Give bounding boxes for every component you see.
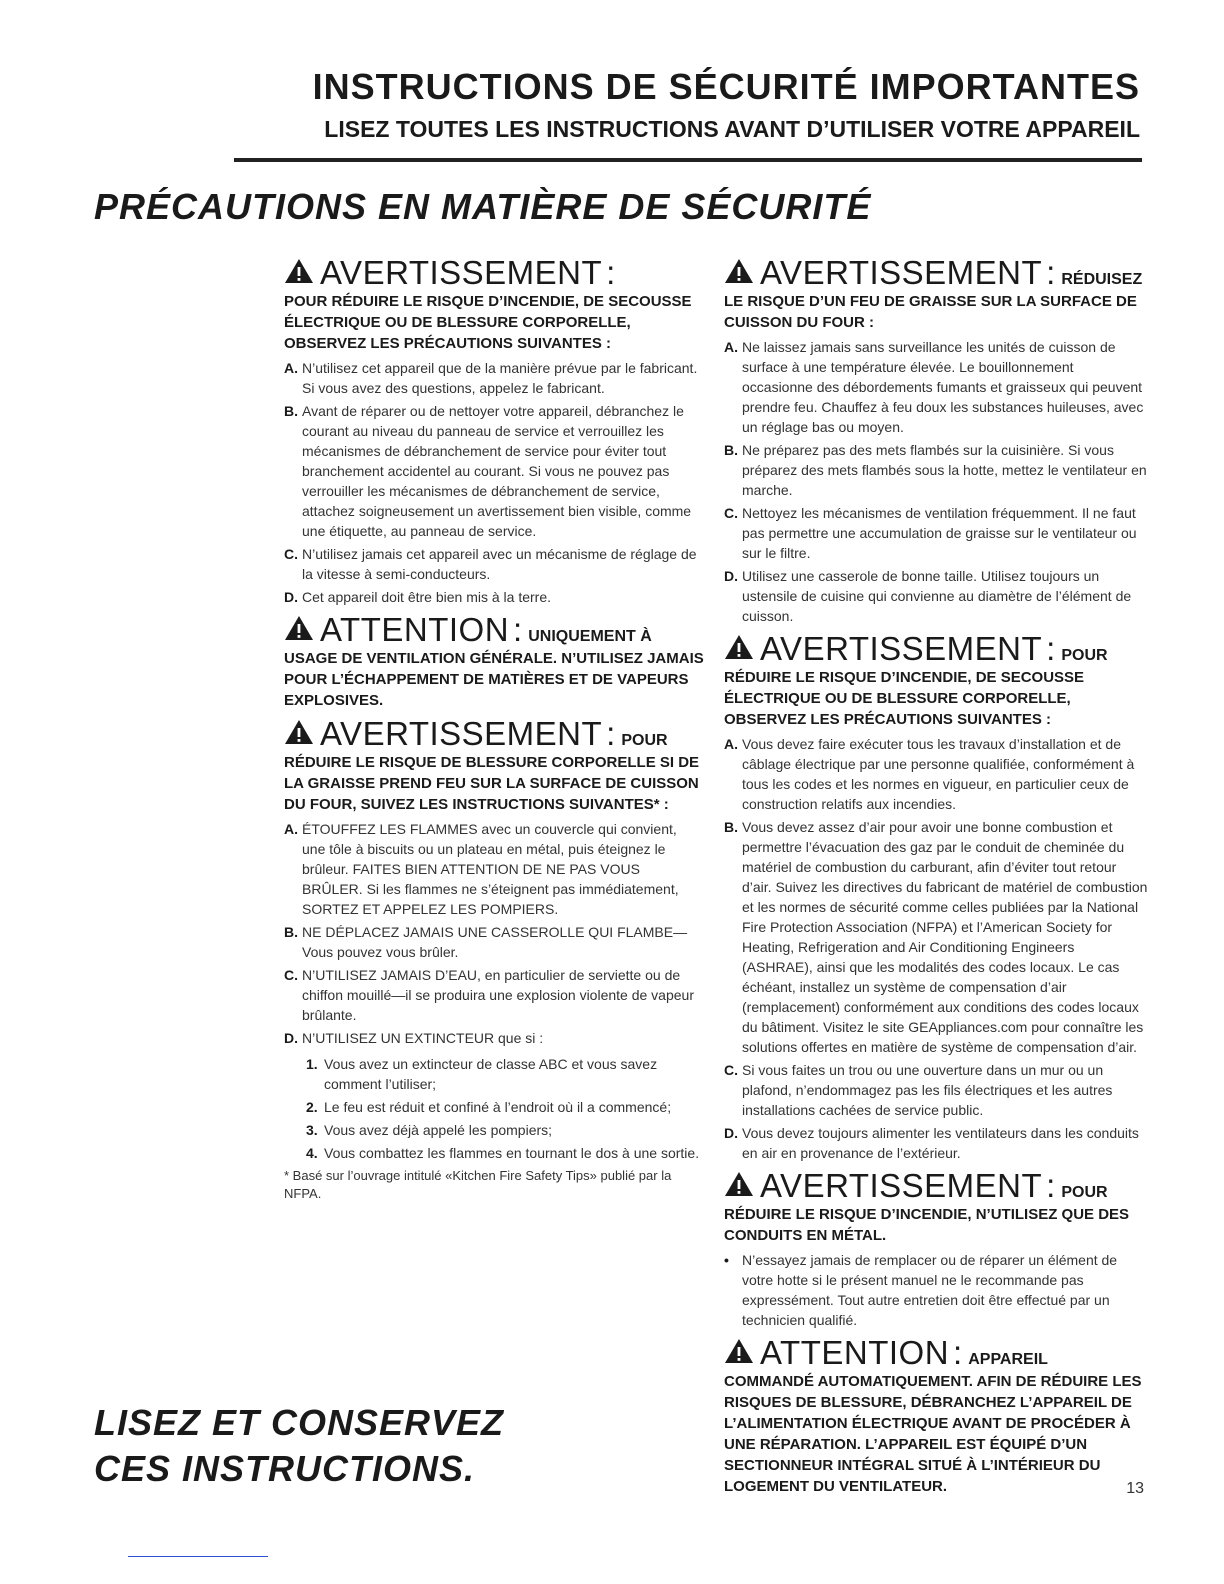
warning-lead: POUR	[1061, 1184, 1108, 1201]
section-title: PRÉCAUTIONS EN MATIÈRE DE SÉCURITÉ	[94, 186, 872, 227]
warning-text: RÉDUIRE LE RISQUE DE BLESSURE CORPORELLE SI DE LA GRAISSE PREND FEU SUR LA SURFACE DE CUISSON DU FOUR, SUIVEZ LES INSTRUCTIONS SUIVANTES* :	[284, 754, 700, 813]
list-marker: C.	[284, 546, 298, 562]
attention-word: ATTENTION	[760, 1334, 950, 1371]
warning-triangle-icon	[284, 615, 314, 641]
warning-block-installation	[724, 632, 1148, 1163]
warning-text: RÉDUIRE LE RISQUE D’INCENDIE, DE SECOUSSE ÉLECTRIQUE OU DE BLESSURE CORPORELLE, OBSERVEZ LES PRÉCAUTIONS SUIVANTES :	[724, 669, 1085, 728]
footer-line-1: LISEZ ET CONSERVEZ	[94, 1402, 505, 1443]
list-marker: D.	[724, 568, 738, 584]
attention-block-automatic	[724, 1336, 1148, 1497]
warning-word: AVERTISSEMENT	[320, 254, 603, 291]
list-text: Avant de réparer ou de nettoyer votre appareil, débranchez le courant au niveau du panneau de service et verrouillez les mécanismes de débranchement de service pour éviter tout branchement accidentel au courant. Si vous ne pouvez pas verrouiller les mécanismes de débranchement de service, attachez soigneusement un avertissement bien visible, comme une étiquette, au panneau de service.	[302, 403, 692, 539]
list-item	[724, 440, 1148, 500]
footer-line-2: CES INSTRUCTIONS.	[94, 1448, 476, 1489]
list-item	[724, 1060, 1148, 1120]
attention-text: COMMANDÉ AUTOMATIQUEMENT. AFIN DE RÉDUIRE LES RISQUES DE BLESSURE, DÉBRANCHEZ L’APPAREIL DE L’ALIMENTATION ÉLECTRIQUE AVANT DE PROCÉDER À UNE RÉPARATION. L’APPAREIL EST ÉQUIPÉ D’UN SECTIONNEUR INTÉGRAL SITUÉ À L’INTÉRIEUR DU LOGEMENT DU VENTILATEUR.	[724, 1373, 1142, 1495]
warning-lead: POUR	[1061, 647, 1108, 664]
list-text: Vous combattez les flammes en tournant le dos à une sortie.	[324, 1145, 700, 1161]
list-marker: 4.	[306, 1145, 318, 1161]
warning-word: AVERTISSEMENT	[320, 715, 603, 752]
list-item	[724, 337, 1148, 437]
list-text: Vous devez toujours alimenter les ventilateurs dans les conduits en air en provenance de l’extérieur.	[742, 1125, 1139, 1161]
warning-list	[724, 734, 1148, 1163]
header-rule	[234, 158, 1142, 162]
list-marker: C.	[724, 505, 738, 521]
warning-text: RÉDUIRE LE RISQUE D’INCENDIE, N’UTILISEZ QUE DES CONDUITS EN MÉTAL.	[724, 1206, 1130, 1244]
list-text: Le feu est réduit et confiné à l’endroit où il a commencé;	[324, 1099, 672, 1115]
warning-triangle-icon	[724, 634, 754, 660]
list-item	[306, 1097, 704, 1117]
list-text: NE DÉPLACEZ JAMAIS UNE CASSEROLLE QUI FLAMBE—Vous pouvez vous brûler.	[302, 924, 688, 960]
list-marker: 2.	[306, 1099, 318, 1115]
left-column	[284, 256, 704, 1209]
list-marker: B.	[284, 924, 298, 940]
list-marker: A.	[284, 360, 298, 376]
list-item	[306, 1120, 704, 1140]
warning-list	[284, 819, 704, 1048]
list-marker: 1.	[306, 1056, 318, 1072]
attention-text: USAGE DE VENTILATION GÉNÉRALE. N’UTILISEZ JAMAIS POUR L’ÉCHAPPEMENT DE MATIÈRES ET DE VAPEURS EXPLOSIVES.	[284, 650, 704, 709]
list-item	[306, 1143, 704, 1163]
list-item	[284, 819, 704, 919]
warning-word: AVERTISSEMENT	[760, 1167, 1043, 1204]
warning-list	[724, 1250, 1148, 1330]
list-marker: A.	[724, 736, 738, 752]
extinguisher-conditions-list	[306, 1054, 704, 1163]
list-text: N’UTILISEZ UN EXTINCTEUR que si :	[302, 1030, 544, 1046]
warning-word: AVERTISSEMENT	[760, 630, 1043, 667]
list-text: Vous avez un extincteur de classe ABC et vous savez comment l’utiliser;	[324, 1056, 658, 1092]
warning-triangle-icon	[724, 1338, 754, 1364]
page-number: 13	[1126, 1480, 1144, 1497]
warning-block-grease	[724, 256, 1148, 626]
warning-lead: RÉDUISEZ	[1061, 271, 1143, 288]
warning-colon: :	[606, 254, 616, 291]
list-text: N’essayez jamais de remplacer ou de réparer un élément de votre hotte si le présent manuel ne le recommande pas expressément. Tout autre entretien doit être effectué par un technicien qualifié.	[742, 1252, 1118, 1328]
footer-rule	[128, 1556, 268, 1557]
list-text: N’UTILISEZ JAMAIS D’EAU, en particulier de serviette ou de chiffon mouillé—il se produira une explosion violente de vapeur brûlante.	[302, 967, 694, 1023]
list-text: Nettoyez les mécanismes de ventilation fréquemment. Il ne faut pas permettre une accumulation de graisse sur le ventilateur ou sur le filtre.	[742, 505, 1137, 561]
list-marker: C.	[284, 967, 298, 983]
list-item	[724, 1250, 1148, 1330]
attention-lead: APPAREIL	[968, 1351, 1048, 1368]
warning-block-fire-shock	[284, 256, 704, 607]
warning-heading	[724, 632, 1148, 665]
list-item	[284, 544, 704, 584]
list-item	[284, 922, 704, 962]
list-item	[724, 817, 1148, 1057]
warning-colon: :	[953, 1334, 963, 1371]
list-text: Ne préparez pas des mets flambés sur la cuisinière. Si vous préparez des mets flambés sous la hotte, mettez le ventilateur en marche.	[742, 442, 1147, 498]
list-text: ÉTOUFFEZ LES FLAMMES avec un couvercle qui convient, une tôle à biscuits ou un plateau en métal, puis éteignez le brûleur. FAITES BIEN ATTENTION DE NE PAS VOUS BRÛLER. Si les flammes ne s’éteignent pas immédiatement, SORTEZ ET APPELEZ LES POMPIERS.	[302, 821, 679, 917]
warning-heading	[284, 717, 704, 750]
warning-text: POUR RÉDUIRE LE RISQUE D’INCENDIE, DE SECOUSSE ÉLECTRIQUE OU DE BLESSURE CORPORELLE, OBSERVEZ LES PRÉCAUTIONS SUIVANTES :	[284, 293, 692, 352]
list-text: Si vous faites un trou ou une ouverture dans un mur ou un plafond, n’endommagez pas les fils électriques et les autres installations cachées de service public.	[742, 1062, 1113, 1118]
list-text: Vous avez déjà appelé les pompiers;	[324, 1122, 553, 1138]
list-text: N’utilisez jamais cet appareil avec un mécanisme de réglage de la vitesse à semi-conducteurs.	[302, 546, 697, 582]
attention-heading	[284, 613, 704, 646]
warning-heading	[724, 256, 1148, 289]
list-marker: D.	[284, 589, 298, 605]
list-marker: A.	[284, 821, 298, 837]
list-marker: A.	[724, 339, 738, 355]
list-item	[284, 965, 704, 1025]
attention-word: ATTENTION	[320, 611, 510, 648]
warning-triangle-icon	[724, 258, 754, 284]
list-item	[284, 587, 704, 607]
read-and-save-title	[94, 1400, 504, 1492]
warning-lead: POUR	[621, 732, 668, 749]
attention-heading	[724, 1336, 1148, 1369]
list-marker: D.	[284, 1030, 298, 1046]
list-item	[284, 358, 704, 398]
list-marker: B.	[284, 403, 298, 419]
warning-colon: :	[1046, 1167, 1056, 1204]
warning-heading	[284, 256, 704, 289]
list-item	[284, 1028, 704, 1048]
warning-triangle-icon	[724, 1171, 754, 1197]
list-marker: D.	[724, 1125, 738, 1141]
list-item	[306, 1054, 704, 1094]
list-text: Cet appareil doit être bien mis à la terre.	[302, 589, 552, 605]
list-item	[724, 566, 1148, 626]
warning-block-metal-ducts	[724, 1169, 1148, 1330]
list-item	[724, 1123, 1148, 1163]
list-text: Vous devez assez d’air pour avoir une bonne combustion et permettre l’évacuation des gaz par le conduit de cheminée du matériel de combustion du carburant, afin d’éviter tout retour d’air. Suivez les directives du fabricant de matériel de combustion et les normes de sécurité comme celles publiées par la National Fire Protection Association (NFPA) et l’American Society for Heating, Refrigeration and Air Conditioning Engineers (ASHRAE), ainsi que les modalités des codes locaux. Le cas échéant, installez un système de compensation d’air (remplacement) conformément aux conditions des codes locaux du bâtiment. Visitez le site GEAppliances.com pour connaître les solutions offertes en matière de système de compensation d’air.	[742, 819, 1148, 1055]
footnote: * Basé sur l’ouvrage intitulé «Kitchen Fire Safety Tips» publié par la NFPA.	[284, 1168, 672, 1201]
warning-colon: :	[606, 715, 616, 752]
list-marker: B.	[724, 819, 738, 835]
warning-heading	[724, 1169, 1148, 1202]
list-item	[724, 503, 1148, 563]
attention-block-ventilation	[284, 613, 704, 711]
list-item	[284, 401, 704, 541]
warning-list	[284, 358, 704, 607]
page-title: INSTRUCTIONS DE SÉCURITÉ IMPORTANTES	[312, 66, 1140, 107]
list-text: N’utilisez cet appareil que de la manière prévue par le fabricant. Si vous avez des questions, appelez le fabricant.	[302, 360, 698, 396]
list-marker: C.	[724, 1062, 738, 1078]
list-text: Ne laissez jamais sans surveillance les unités de cuisson de surface à une température élevée. Le bouillonnement occasionne des débordements fumants et graisseux qui peuvent prendre feu. Chauffez à feu doux les substances huileuses, avec un réglage bas ou moyen.	[742, 339, 1144, 435]
right-column	[724, 256, 1148, 1503]
list-text: Vous devez faire exécuter tous les travaux d’installation et de câblage électrique par une personne qualifiée, conformément à tous les codes et les normes en vigueur, en particulier ceux de construction relatifs aux incendies.	[742, 736, 1135, 812]
warning-list	[724, 337, 1148, 626]
list-text: Utilisez une casserole de bonne taille. Utilisez toujours un ustensile de cuisine qui convienne au diamètre de l’élément de cuisson.	[742, 568, 1132, 624]
list-marker: B.	[724, 442, 738, 458]
bullet-marker: •	[724, 1252, 729, 1268]
warning-colon: :	[513, 611, 523, 648]
warning-text: LE RISQUE D’UN FEU DE GRAISSE SUR LA SURFACE DE CUISSON DU FOUR :	[724, 293, 1137, 331]
warning-colon: :	[1046, 254, 1056, 291]
warning-word: AVERTISSEMENT	[760, 254, 1043, 291]
page-subtitle: LISEZ TOUTES LES INSTRUCTIONS AVANT D’UTILISER VOTRE APPAREIL	[324, 116, 1140, 142]
warning-triangle-icon	[284, 258, 314, 284]
attention-lead: UNIQUEMENT À	[528, 628, 652, 645]
warning-block-grease-fire	[284, 717, 704, 1203]
list-marker: 3.	[306, 1122, 318, 1138]
warning-colon: :	[1046, 630, 1056, 667]
warning-triangle-icon	[284, 719, 314, 745]
list-item	[724, 734, 1148, 814]
